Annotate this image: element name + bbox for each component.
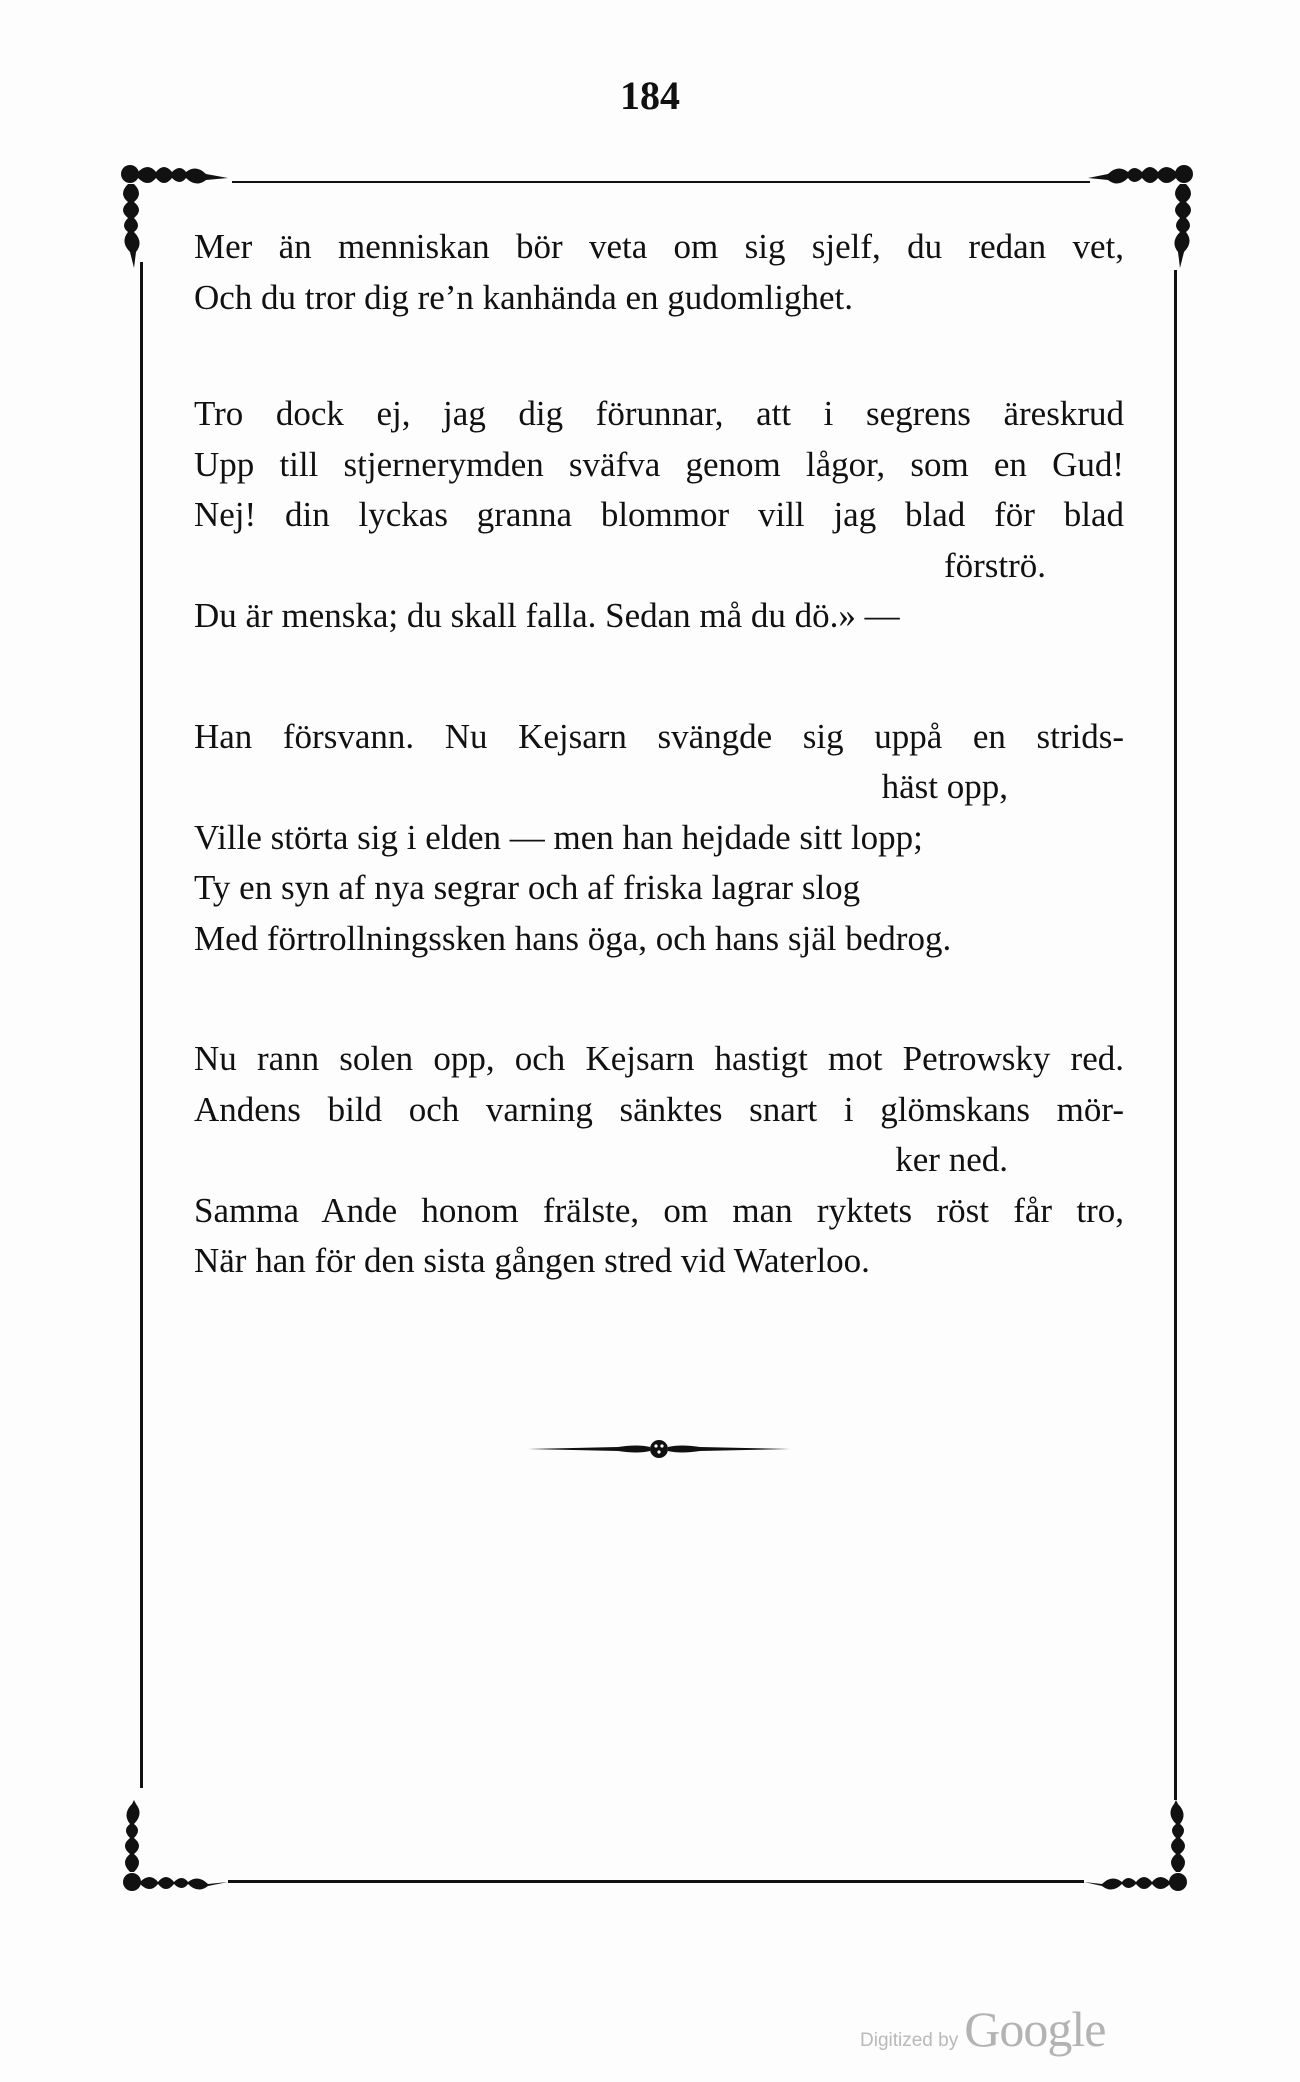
poem-line: Samma Ande honom frälste, om man ryktets röst får tro, — [194, 1190, 1124, 1230]
corner-ornament-bottom-right-icon — [1082, 1800, 1192, 1900]
poem-line-continuation: häst opp, — [881, 767, 1008, 806]
poem-line: När han för den sista gången stred vid Waterloo. — [194, 1241, 870, 1280]
corner-ornament-bottom-left-icon — [118, 1800, 238, 1900]
page-number: 184 — [620, 73, 680, 118]
frame-left-rule — [140, 262, 143, 1788]
stanza — [194, 1034, 1124, 1287]
digitized-label: Digitized by — [860, 2030, 959, 2051]
poem-line: Han försvann. Nu Kejsarn svängde sig uppå en strids- — [194, 716, 1124, 756]
poem-line: Mer än menniskan bör veta om sig sjelf, du redan vet, — [194, 227, 1124, 266]
frame-bottom-rule — [228, 1880, 1084, 1883]
frame-top-rule — [232, 181, 1090, 183]
stanza — [194, 389, 1124, 642]
poem-line: Ville störta sig i elden — men han hejdade sitt lopp; — [194, 817, 923, 857]
poem-line: Upp till stjernerymden sväfva genom lågor, som en Gud! — [194, 444, 1124, 484]
stanza — [194, 222, 1124, 323]
poem-line: Du är menska; du skall falla. Sedan må du dö.» — — [194, 596, 900, 635]
poem-line: Och du tror dig re’n kanhända en gudomlighet. — [194, 277, 853, 317]
poem-line: Ty en syn af nya segrar och af friska lagrar slog — [194, 868, 861, 907]
digitized-by-watermark — [860, 2000, 1105, 2058]
poem-line: Nu rann solen opp, och Kejsarn hastigt mot Petrowsky red. — [194, 1039, 1124, 1078]
poem-line-continuation: ker ned. — [895, 1140, 1008, 1179]
poem-line: Nej! din lyckas granna blommor vill jag blad för blad — [194, 495, 1124, 534]
frame-right-rule — [1174, 270, 1177, 1800]
google-logo: Google — [964, 2001, 1106, 2057]
poem-line: Med förtrollningssken hans öga, och hans själ bedrog. — [194, 918, 952, 958]
stanza — [194, 712, 1124, 965]
end-ornament-icon — [528, 1434, 790, 1464]
poem-body — [194, 222, 1124, 1357]
poem-line-continuation: förströ. — [943, 545, 1046, 585]
poem-line: Andens bild och varning sänktes snart i glömskans mör- — [194, 1089, 1124, 1129]
poem-line: Tro dock ej, jag dig förunnar, att i segrens äreskrud — [194, 394, 1124, 433]
